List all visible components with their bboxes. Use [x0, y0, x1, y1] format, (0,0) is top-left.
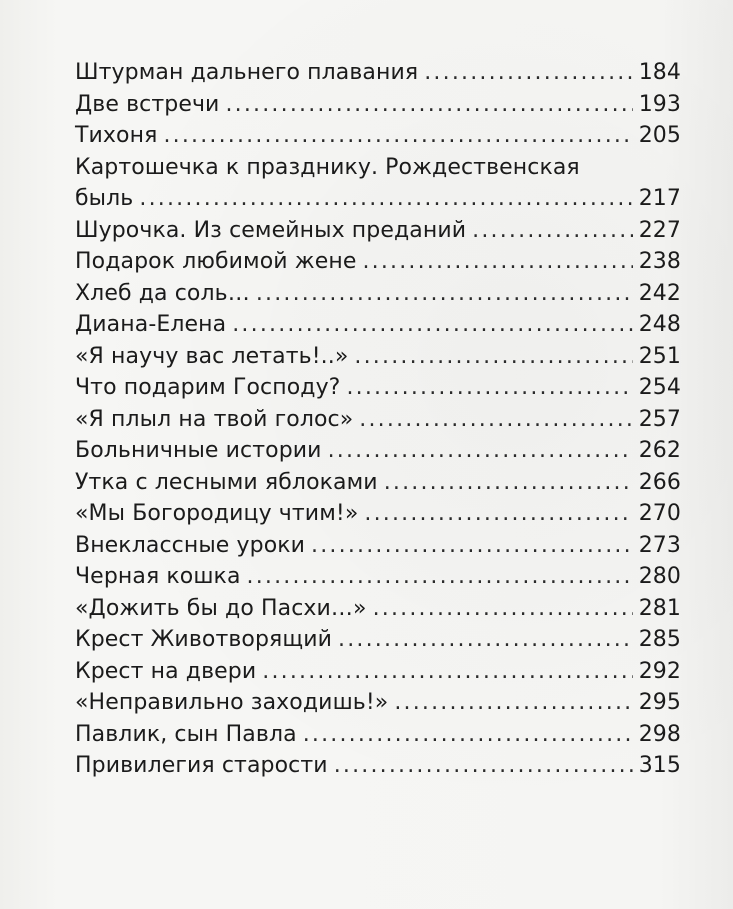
toc-entry-title: Внеклассные уроки [75, 532, 306, 558]
toc-entry [75, 120, 681, 152]
toc-entry-title: Утка с лесными яблоками [75, 469, 378, 495]
toc-entry [75, 89, 681, 121]
dot-leader [328, 435, 633, 467]
toc-entry [75, 750, 681, 782]
toc-entry [75, 719, 681, 751]
dot-leader [334, 750, 633, 782]
toc-page-number: 298 [638, 721, 681, 747]
toc-entry-title: «Я плыл на твой голос» [75, 406, 354, 432]
dot-leader [424, 57, 632, 89]
toc-entry [75, 561, 681, 593]
toc-entry [75, 152, 681, 215]
toc-entry-title: Больничные истории [75, 438, 322, 463]
toc-entry-title: Тихоня [75, 123, 158, 148]
toc-page-number: 217 [638, 186, 681, 211]
dot-leader [362, 246, 632, 278]
toc-page-number: 262 [638, 438, 681, 463]
toc-page-number: 257 [638, 406, 681, 432]
toc-entry-title: Две встречи [75, 91, 220, 117]
toc-page-number: 184 [638, 60, 681, 85]
toc-page-number: 254 [638, 375, 681, 400]
toc-entry-title: «Я научу вас летать!..» [75, 343, 349, 369]
dot-leader [346, 372, 632, 404]
toc-entry-title: Павлик, сын Павла [75, 721, 297, 747]
dot-leader [359, 404, 632, 436]
toc-entry-title: Что подарим Господу? [75, 375, 341, 400]
toc-entry-title-line1: Картошечка к празднику. Рождественская [75, 154, 580, 180]
toc-entry [75, 687, 681, 719]
toc-page-number: 205 [638, 123, 681, 148]
toc-entry-title: «Неправильно заходишь!» [75, 690, 389, 715]
toc-entry-title: Хлеб да соль… [75, 280, 250, 306]
dot-leader [338, 624, 633, 656]
toc-entry [75, 593, 681, 625]
toc-page-number: 280 [638, 564, 681, 589]
toc-page-number: 270 [638, 501, 681, 526]
toc-entry-title: Привилегия старости [75, 753, 328, 778]
toc-page-number: 292 [638, 658, 681, 684]
dot-leader [354, 341, 632, 373]
toc-entry [75, 656, 681, 688]
toc-entry-title: Штурман дальнего плавания [75, 60, 419, 85]
toc-entry [75, 215, 681, 247]
toc-entry-title: Шурочка. Из семейных преданий [75, 217, 467, 243]
toc-page-number: 193 [638, 91, 681, 117]
dot-leader [472, 215, 633, 247]
toc-entry-title: Черная кошка [75, 564, 241, 589]
dot-leader [303, 719, 633, 751]
toc-page-number: 295 [638, 690, 681, 715]
toc-entry [75, 278, 681, 310]
toc-entry [75, 498, 681, 530]
dot-leader [384, 467, 633, 499]
toc-page-number: 248 [638, 312, 681, 337]
toc-page-number: 285 [638, 627, 681, 652]
dot-leader [225, 89, 632, 121]
toc-entry [75, 372, 681, 404]
table-of-contents [75, 57, 681, 782]
toc-entry-title: Диана-Елена [75, 312, 227, 337]
toc-page-number: 315 [638, 753, 681, 778]
toc-page-number: 273 [638, 532, 681, 558]
toc-page-number: 266 [638, 469, 681, 495]
toc-entry-title: Подарок любимой жене [75, 249, 357, 274]
dot-leader [256, 278, 633, 310]
dot-leader [139, 183, 632, 215]
dot-leader [262, 656, 632, 688]
dot-leader [373, 593, 633, 625]
toc-entry-title: «Мы Богородицу чтим!» [75, 501, 359, 526]
toc-entry-title: «Дожить бы до Пасхи…» [75, 595, 367, 621]
dot-leader [163, 120, 632, 152]
toc-page-number: 251 [638, 343, 681, 369]
toc-entry [75, 246, 681, 278]
dot-leader [232, 309, 632, 341]
toc-entry [75, 309, 681, 341]
toc-page-number: 227 [638, 217, 681, 243]
dot-leader [247, 561, 633, 593]
dot-leader [394, 687, 632, 719]
toc-entry-title: Крест на двери [75, 658, 257, 684]
dot-leader [364, 498, 632, 530]
toc-entry [75, 341, 681, 373]
toc-entry-title: быль [75, 186, 134, 211]
toc-entry-title: Крест Животворящий [75, 627, 333, 652]
toc-entry [75, 57, 681, 89]
toc-entry [75, 435, 681, 467]
toc-page-number: 242 [638, 280, 681, 306]
toc-entry [75, 404, 681, 436]
toc-page-number: 281 [638, 595, 681, 621]
dot-leader [311, 530, 633, 562]
toc-entry [75, 530, 681, 562]
toc-entry [75, 624, 681, 656]
toc-entry [75, 467, 681, 499]
toc-page-number: 238 [638, 249, 681, 274]
